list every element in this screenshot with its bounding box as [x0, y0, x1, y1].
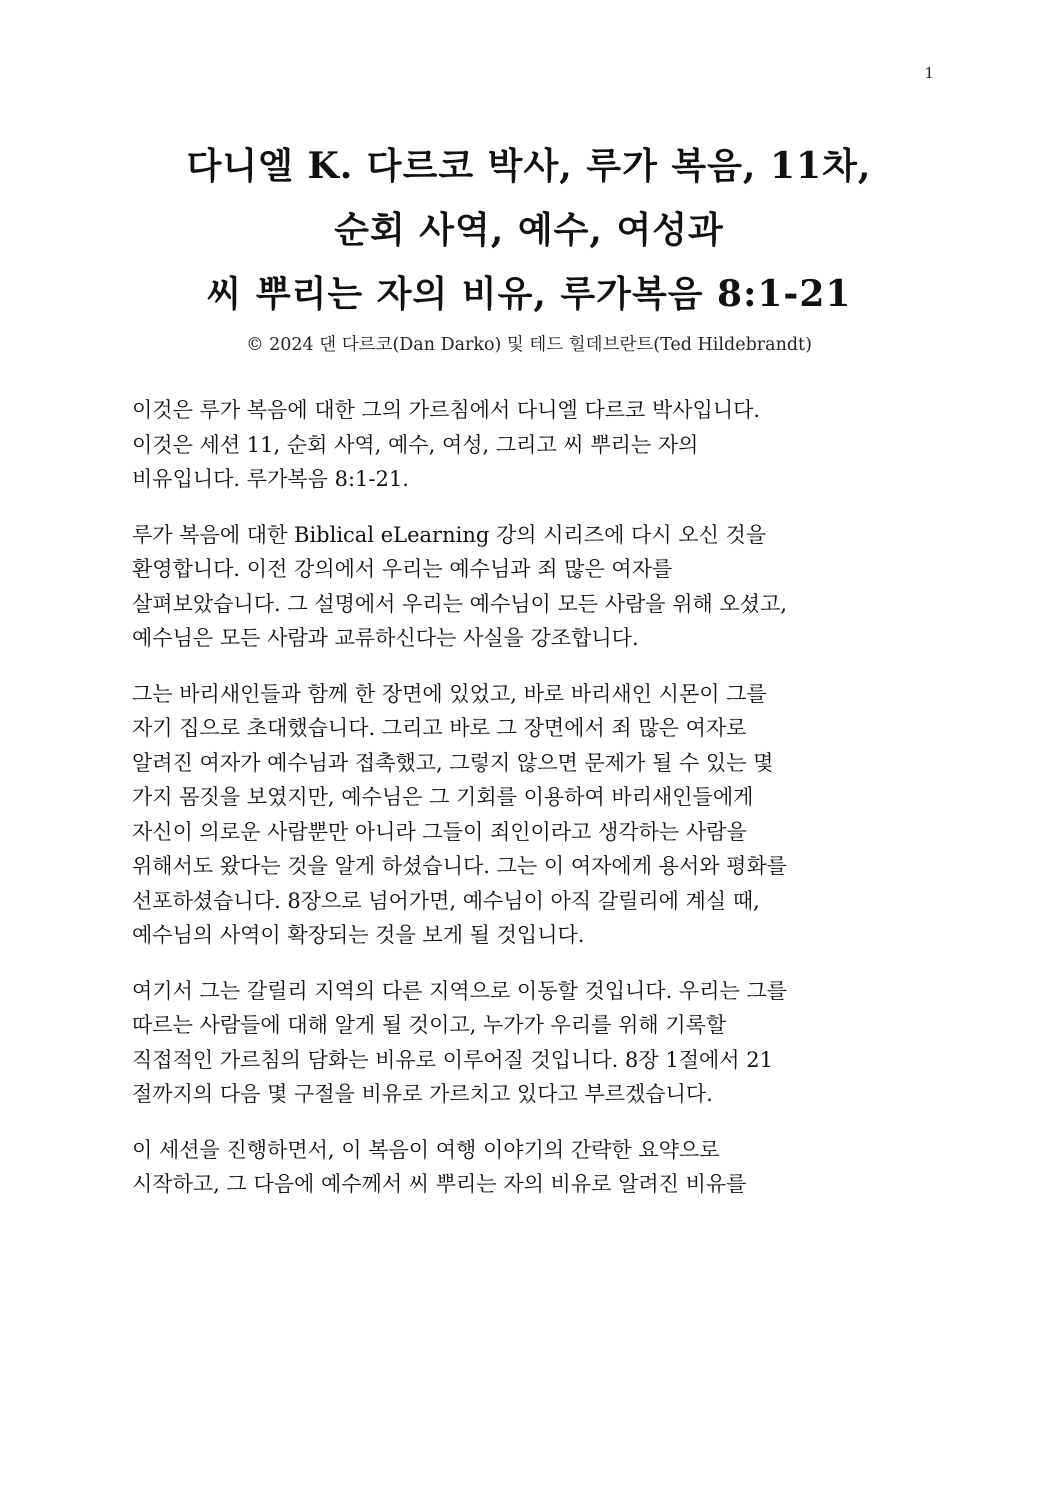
- paragraph-intro: [132, 393, 932, 497]
- title-line: 씨 뿌리는 자의 비유, 루가복음 8:1-21: [206, 273, 852, 315]
- title-line: 순회 사역, 예수, 여성과: [334, 209, 724, 251]
- text-line: 비유입니다. 루가복음 8:1-21.: [132, 467, 409, 491]
- text-line: 알려진 여자가 예수님과 접촉했고, 그렇지 않으면 문제가 될 수 있는 몇: [132, 750, 774, 775]
- copyright-line: © 2024 댄 다르코(Dan Darko) 및 테드 힐데브란트(Ted Hildebrandt): [246, 335, 812, 355]
- paragraph-galilee: [132, 974, 932, 1112]
- page-number: 1: [924, 64, 934, 82]
- text-line: 시작하고, 그 다음에 예수께서 씨 뿌리는 자의 비유로 알려진 비유를: [132, 1172, 747, 1196]
- paragraph-session: [132, 1133, 932, 1202]
- text-line: 그는 바리새인들과 함께 한 장면에 있었고, 바로 바리새인 시몬이 그를: [132, 681, 767, 706]
- text-line: 가지 몸짓을 보였지만, 예수님은 그 기회를 이용하여 바리새인들에게: [132, 785, 754, 809]
- text-line: 따르는 사람들에 대해 알게 될 것이고, 누가가 우리를 위해 기록할: [132, 1013, 727, 1037]
- text-line: 환영합니다. 이전 강의에서 우리는 예수님과 죄 많은 여자를: [132, 557, 673, 581]
- text-line: 절까지의 다음 몇 구절을 비유로 가르치고 있다고 부르겠습니다.: [132, 1082, 713, 1106]
- body-text: [132, 393, 932, 1223]
- text-line: 직접적인 가르침의 담화는 비유로 이루어질 것입니다. 8장 1절에서 21: [132, 1047, 773, 1072]
- text-line: 여기서 그는 갈릴리 지역의 다른 지역으로 이동할 것입니다. 우리는 그를: [132, 978, 788, 1003]
- text-line: 살펴보았습니다. 그 설명에서 우리는 예수님이 모든 사람을 위해 오셨고,: [132, 591, 788, 616]
- document-title: [90, 134, 968, 326]
- text-line: 자기 집으로 초대했습니다. 그리고 바로 그 장면에서 죄 많은 여자로: [132, 716, 747, 740]
- text-line: 이것은 세션 11, 순회 사역, 예수, 여성, 그리고 씨 뿌리는 자의: [132, 432, 699, 457]
- text-line: 이 세션을 진행하면서, 이 복음이 여행 이야기의 간략한 요약으로: [132, 1137, 720, 1162]
- text-line: 예수님은 모든 사람과 교류하신다는 사실을 강조합니다.: [132, 626, 639, 650]
- title-line: 다니엘 K. 다르코 박사, 루가 복음, 11차,: [186, 145, 872, 187]
- text-line: 선포하셨습니다. 8장으로 넘어가면, 예수님이 아직 갈릴리에 계실 때,: [132, 888, 760, 913]
- text-line: 루가 복음에 대한 Biblical eLearning 강의 시리즈에 다시 오신 것을: [132, 522, 767, 547]
- text-line: 예수님의 사역이 확장되는 것을 보게 될 것입니다.: [132, 923, 585, 947]
- text-line: 이것은 루가 복음에 대한 그의 가르침에서 다니엘 다르코 박사입니다.: [132, 398, 761, 422]
- paragraph-pharisees: [132, 677, 932, 953]
- text-line: 위해서도 왔다는 것을 알게 하셨습니다. 그는 이 여자에게 용서와 평화를: [132, 854, 788, 878]
- paragraph-welcome: [132, 518, 932, 656]
- text-line: 자신이 의로운 사람뿐만 아니라 그들이 죄인이라고 생각하는 사람을: [132, 819, 747, 844]
